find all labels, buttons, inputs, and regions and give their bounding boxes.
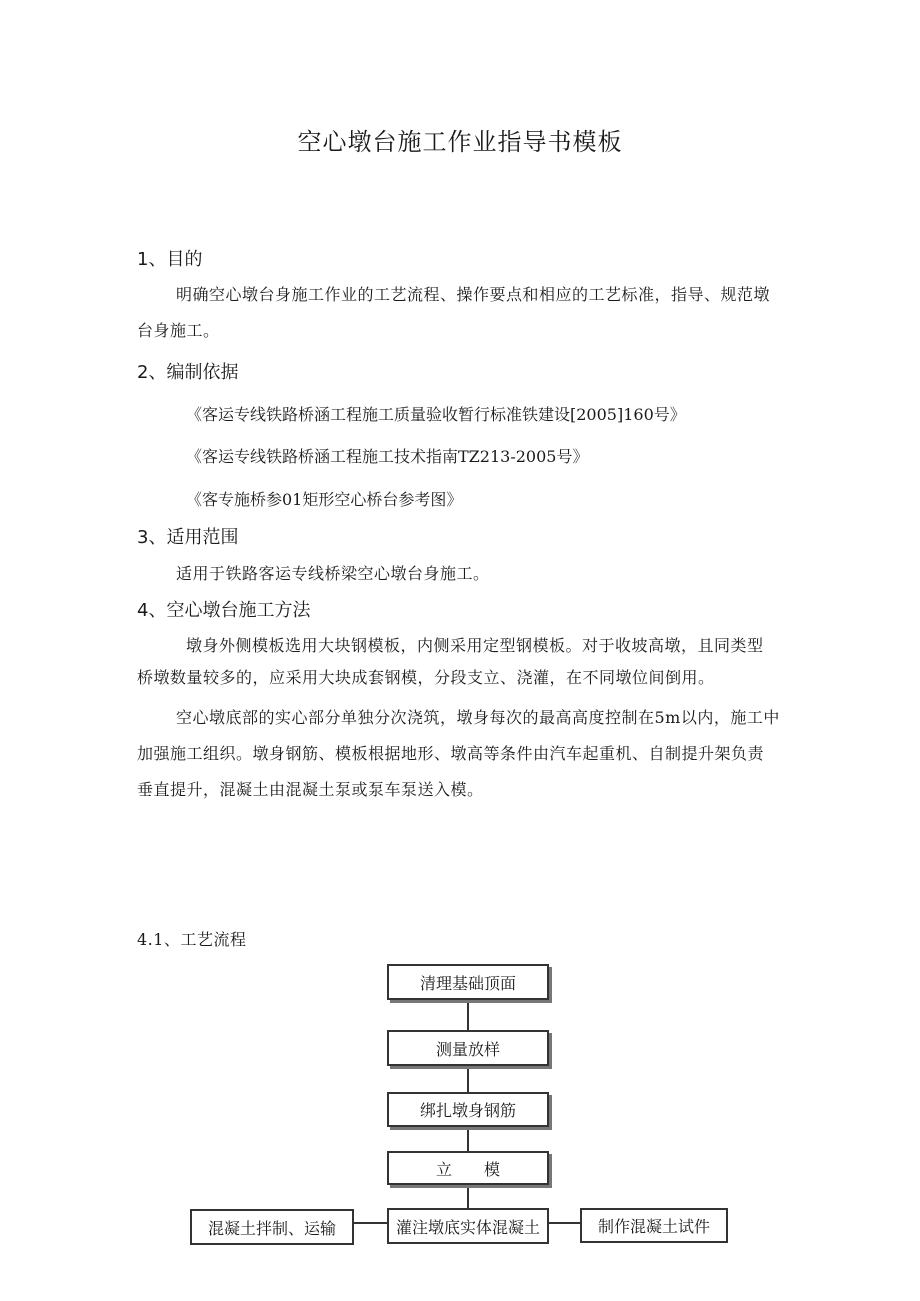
reference-item: 《客专施桥参01矩形空心桥台参考图》 (186, 490, 463, 509)
flow-connector-right (549, 1222, 582, 1224)
section-1-heading: 1、目的 (137, 249, 203, 270)
section-3-heading: 3、适用范围 (137, 527, 239, 548)
section-2-heading: 2、编制依据 (137, 362, 239, 383)
flow-connector (467, 1184, 469, 1210)
flow-connector-left (352, 1222, 389, 1224)
section-4-para-2-line-1: 空心墩底部的实心部分单独分次浇筑，墩身每次的最高高度控制在5m以内，施工中 (176, 708, 780, 727)
page-title: 空心墩台施工作业指导书模板 (297, 128, 623, 156)
section-4-para-1-line-2: 桥墩数量较多的，应采用大块成套钢模，分段支立、浇灌，在不同墩位间倒用。 (137, 668, 715, 687)
flow-side-mix-transport: 混凝土拌制、运输 (190, 1209, 354, 1245)
section-1-text-line-1: 明确空心墩台身施工作业的工艺流程、操作要点和相应的工艺标准，指导、规范墩 (176, 285, 771, 304)
reference-item: 《客运专线铁路桥涵工程施工质量验收暂行标准铁建设[2005]160号》 (186, 405, 686, 424)
flow-connector (467, 1126, 469, 1152)
flow-side-make-specimens: 制作混凝土试件 (580, 1208, 728, 1243)
section-1-text-line-2: 台身施工。 (137, 321, 220, 340)
flow-step-pour-concrete: 灌注墩底实体混凝土 (387, 1208, 549, 1244)
section-4-1-heading: 4.1、工艺流程 (137, 930, 247, 949)
section-4-para-2-line-3: 垂直提升，混凝土由混凝土泵或泵车泵送入模。 (137, 780, 484, 799)
flow-step-survey-layout: 测量放样 (387, 1030, 549, 1066)
flow-connector (467, 999, 469, 1031)
section-4-para-2-line-2: 加强施工组织。墩身钢筋、模板根据地形、墩高等条件由汽车起重机、自制提升架负责 (137, 744, 765, 763)
flow-step-tie-rebar: 绑扎墩身钢筋 (387, 1092, 549, 1127)
flow-step-clean-foundation: 清理基础顶面 (387, 964, 549, 1000)
section-3-text: 适用于铁路客运专线桥梁空心墩台身施工。 (176, 564, 490, 583)
flow-connector (467, 1065, 469, 1094)
flow-step-erect-formwork: 立 模 (387, 1151, 549, 1185)
section-4-para-1-line-1: 墩身外侧模板选用大块钢模板，内侧采用定型钢模板。对于收坡高墩，且同类型 (186, 636, 764, 655)
reference-item: 《客运专线铁路桥涵工程施工技术指南TZ213-2005号》 (186, 447, 589, 466)
section-4-heading: 4、空心墩台施工方法 (137, 600, 311, 621)
